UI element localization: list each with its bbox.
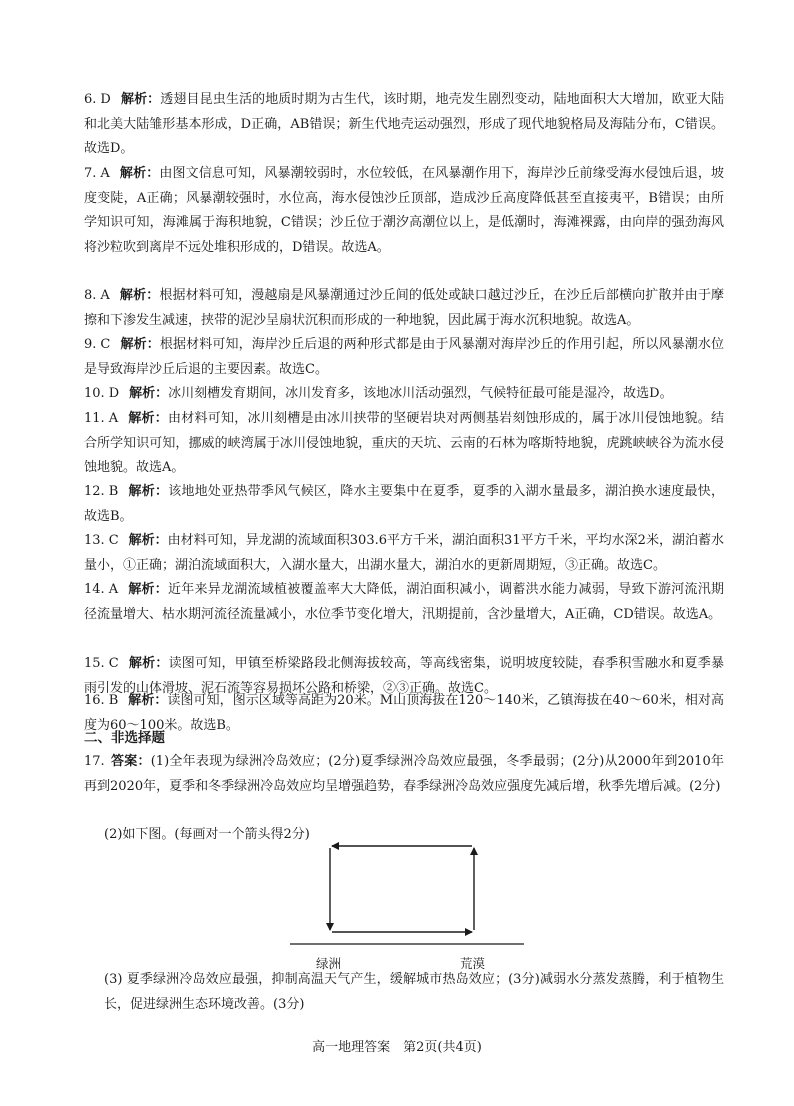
label-oasis: 绿洲 [316,956,342,971]
question-9: 9. C 解析：根据材料可知，海岸沙丘后退的两种形式都是由于风暴潮对海岸沙丘的作用引起，所以风暴潮水位是导致海岸沙丘后退的主要因素。故选C。 [84,337,724,377]
q17-part2: (2)如下图。(每画对一个箭头得2分) [104,827,310,842]
question-7: 7. A 解析：由图文信息可知，风暴潮较弱时，水位较低，在风暴潮作用下，海岸沙丘前缘受海水侵蚀后退，坡度变陡，A正确；风暴潮较强时，水位高，海水侵蚀沙丘顶部，造成沙丘高度降低甚至直接夷平，B错误；由所学知识可知，海滩属于海积地貌，C错误；沙丘位于潮汐高潮位以上，是低潮时，海滩裸露，由向岸的强劲海风将沙粒吹到离岸不远处堆积形成的，D错误。故选A。 [84,166,724,255]
question-10: 10. D 解析：冰川刻槽发育期间，冰川发育多，该地冰川活动强烈，气候特征最可能是湿冷，故选D。 [84,386,673,401]
q17-part3: (3) 夏季绿洲冷岛效应最强，抑制高温天气产生，缓解城市热岛效应；(3分)减弱水分蒸发蒸腾，利于植物生长，促进绿洲生态环境改善。(3分) [104,972,724,1012]
circulation-diagram [286,838,526,972]
label-desert: 荒漠 [460,956,486,971]
question-8: 8. A 解析：根据材料可知，漫越扇是风暴潮通过沙丘间的低处或缺口越过沙丘，在沙丘后部横向扩散并由于摩擦和下渗发生减速，挟带的泥沙呈扇状沉积而形成的一种地貌，因此属于海水沉积地貌。故选A。 [84,288,724,328]
question-12: 12. B 解析：该地地处亚热带季风气候区，降水主要集中在夏季，夏季的入湖水量最多，湖泊换水速度最快，故选B。 [84,484,724,524]
question-13: 13. C 解析：由材料可知，异龙湖的流域面积303.6平方千米，湖泊面积31平方千米，平均水深2米，湖泊蓄水量小，①正确；湖泊流域面积大，入湖水量大，出湖水量大，湖泊水的更新周期短，③正确。故选C。 [84,533,724,573]
question-15: 15. C 解析：读图可知，甲镇至桥梁路段北侧海拔较高，等高线密集，说明坡度较陡，春季积雪融水和夏季暴雨引发的山体滑坡、泥石流等容易损坏公路和桥梁，②③正确。故选C。 [84,656,724,696]
question-16: 16. B 解析：读图可知，图示区域等高距为20米。M山顶海拔在120～140米，乙镇海拔在40～60米，相对高度为60～100米。故选B。 [84,693,724,733]
section-title: 二、非选择题 [84,730,165,746]
circulation-arrows [286,838,526,972]
question-11: 11. A 解析：由材料可知，冰川刻槽是由冰川挟带的坚硬岩块对两侧基岩刻蚀形成的，属于冰川侵蚀地貌。结合所学知识可知，挪威的峡湾属于冰川侵蚀地貌，重庆的天坑、云南的石林为喀斯特地貌，虎跳峡峡谷为流水侵蚀地貌。故选A。 [84,411,724,475]
question-6: 6. D 解析：透翅目昆虫生活的地质时期为古生代，该时期，地壳发生剧烈变动，陆地面积大大增加，欧亚大陆和北美大陆雏形基本形成，D正确，AB错误；新生代地壳运动强烈，形成了现代地貌格局及海陆分布，C错误。故选D。 [84,92,724,156]
question-14: 14. A 解析：近年来异龙湖流域植被覆盖率大大降低，湖泊面积减小，调蓄洪水能力减弱，导致下游河流汛期径流量增大、枯水期河流径流量减小，水位季节变化增大，汛期提前，含沙量增大，A正确，CD错误。故选A。 [84,582,724,622]
page-footer: 高一地理答案 第2页(共4页) [312,1040,482,1055]
question-17: 17. 答案：(1)全年表现为绿洲冷岛效应；(2分)夏季绿洲冷岛效应最强，冬季最弱；(2分)从2000年到2010年再到2020年，夏季和冬季绿洲冷岛效应均呈增强趋势，春季绿洲冷岛效应强度先减后增，秋季先增后减。(2分) [84,754,724,794]
